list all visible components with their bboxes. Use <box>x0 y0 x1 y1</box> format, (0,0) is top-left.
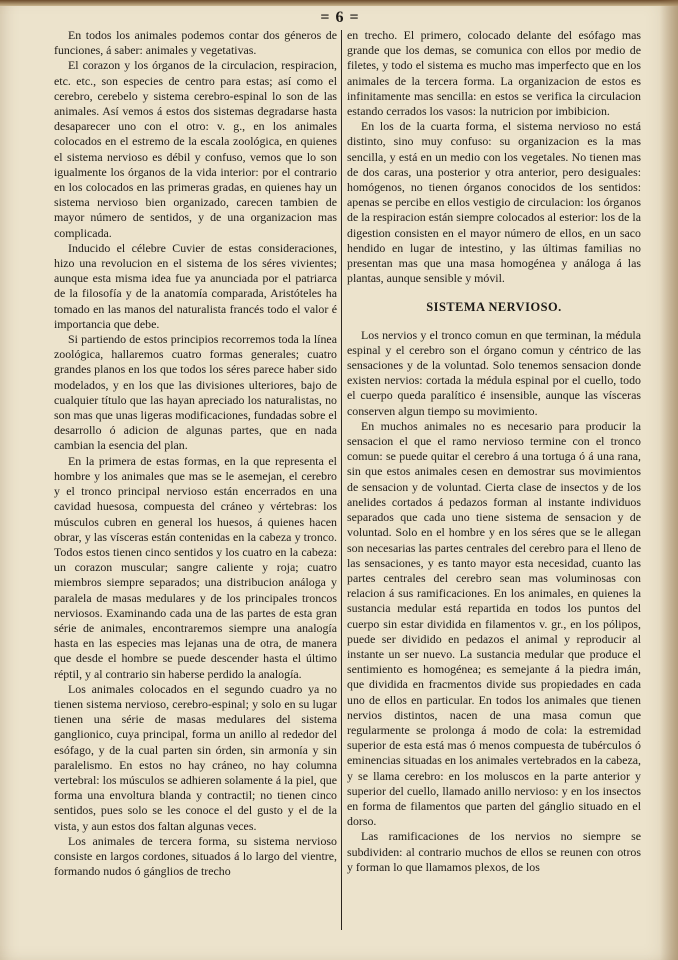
paragraph: En todos los animales podemos contar dos géneros de funciones, á saber: animales y vegetativas. <box>54 28 337 58</box>
paragraph: Si partiendo de estos principios recorremos toda la línea zoológica, hallaremos cuatro formas generales; cuatro grandes planos en los que todos los séres parece haber sido modelados, y en los que las divisiones ulteriores, bajo de cualquier título que las hayan apreciado los naturalistas, no son mas que unas ligeras modificaciones, fundadas sobre el desarrollo ó adicion de algunas partes, que en nada cambian la esencia del plan. <box>54 332 337 453</box>
page-number: = 6 = <box>320 9 360 26</box>
page-top-edge <box>0 0 678 6</box>
paragraph: En muchos animales no es necesario para producir la sensacion el que el ramo nervioso termine con el tronco comun: se puede quitar el cerebro á una tortuga ó á una rana, sin que estos animales cesen en demostrar sus movimientos de sensacion y de voluntad. Cierta clase de insectos y de los anelides cortados á pedazos forman al instante individuos separados que cada uno tiene sistema de sensacion y de voluntad. Solo en el hombre y en los séres que se le allegan son necesarias las partes centrales del cerebro para el lleno de las sensaciones, y es tanto mayor esta necesidad, cuanto las partes centrales del cerebro sean mas voluminosas con relacion á sus ramificaciones. En los animales, en quienes la sustancia medular está repartida en todos los puntos del cuerpo sin estar dividida en filamentos v. gr., en los pólipos, puede ser dividido en pedazos el animal y reproducir al instante un ser nuevo. La sustancia medular que produce el sentimiento es homogénea; es semejante á la piedra imán, que dividida en fracmentos divide sus propiedades en cada uno de ellos en particular. En todos los animales que tienen nervios distintos, nacen de una masa comun que regularmente se prolonga á modo de cola: la estremidad superior de esta está mas ó menos compuesta de tubérculos ó eminencias situadas en los animales vertebrados en la cabeza, y se llama cerebro: en los moluscos en la parte anterior y superior del cuello, llamado anillo nervioso: y en los insectos en forma de filamentos que parten del gánglio situado en el dorso. <box>347 418 641 829</box>
paragraph: En los de la cuarta forma, el sistema nervioso no está distinto, sino muy confuso: su organizacion es la mas sencilla, y está en un medio con los vegetales. No tienen mas de dos caras, una posterior y otra anterior, pero desiguales: homógenos, no tienen órganos conocidos de los sentidos: apenas se percibe en ellos vestigio de circulacion: los órganos de la respiracion están siempre colocados al esterior: los de la digestion consisten en el mayor número de ellos, en un saco hendido en lugar de intestino, y las últimas familias no presentan mas que una masa homogénea y análoga á las plantas, aunque sensible y móvil. <box>347 119 641 286</box>
paragraph: Los animales colocados en el segundo cuadro ya no tienen sistema nervioso, cerebro-espinal; y solo en su lugar tienen una série de masas medulares del sistema ganglionico, cuya principal, forma un anillo al rededor del esófago, y de la cual parten sin órden, sin armonía y sin paralelismo. En estos no hay cráneo, no hay columna vertebral: los músculos se adhieren solamente á la piel, que forma una envoltura blanda y contractil; no tienen cinco sentidos, pues solo se les conoce el del gusto y el de la vista, y aun estos dos faltan algunas veces. <box>54 681 337 833</box>
column-divider <box>341 30 342 930</box>
paragraph: En la primera de estas formas, en la que representa el hombre y los animales que mas se le asemejan, el cerebro y el tronco principal nervioso están encerrados en una cavidad huesosa, compuesta del cráneo y vértebras: los músculos cubren en general los huesos, á quienes hacen obrar, y las vísceras están contenidas en la cabeza y tronco. Todos estos tienen cinco sentidos y los cuatro en la cabeza: un corazon muscular; sangre caliente y roja; cuatro miembros siempre separados; una distribucion análoga y paralela de masas medulares y de los principales troncos nerviosos. Examinando cada una de las partes de esta gran série de animales, encontraremos siempre una analogía hasta en las especies mas lejanas una de otra, de manera que desde el hombre se puede descender hasta el último réptil, y al contrario sin haberse perdido la analogía. <box>54 453 337 681</box>
paragraph: Inducido el célebre Cuvier de estas consideraciones, hizo una revolucion en el sistema de los séres vivientes; aunque esta misma idea fue ya anunciada por el patriarca de la filosofía y de la anatomía comparada, Aristóteles ha tomado en las manos del naturalista francés todo el valor é importancia que debe. <box>54 240 337 331</box>
paragraph: Los nervios y el tronco comun en que terminan, la médula espinal y el cerebro son el órgano comun y céntrico de las sensaciones y de la voluntad. Solo tenemos sensacion donde existen nervios: cortada la médula espinal por el cuello, todo el cuerpo queda paralítico é insensible, aunque las vísceras conserven algun tiempo su movimiento. <box>347 327 641 418</box>
paragraph: El corazon y los órganos de la circulacion, respiracion, etc. etc., son especies de centro para estas; así como el cerebro, cerebelo y sistema cerebro-espinal lo son de las animales. Así vemos á estos dos sistemas degradarse hasta desaparecer uno con el otro: v. g., en los animales colocados en el estremo de la escala zoológica, en quienes el sistema nervioso es débil y confuso, vemos que lo son igualmente los órganos de la vida interior: por el contrario en los colocados en las primeras gradas, en quienes hay un sistema nervioso bien organizado, carecen tambien de mayor número de sentidos, y de una organizacion mas complicada. <box>54 58 337 240</box>
paragraph: Los animales de tercera forma, su sistema nervioso consiste en largos cordones, situados á lo largo del vientre, formando nudos ó gánglios de trecho <box>54 833 337 879</box>
paragraph: Las ramificaciones de los nervios no siempre se subdividen: al contrario muchos de ellos se reunen con otros y forman lo que llamamos plexos, de los <box>347 829 641 874</box>
section-heading: SISTEMA NERVIOSO. <box>426 300 562 315</box>
left-column <box>54 28 337 950</box>
binding-shadow <box>660 0 678 960</box>
right-column <box>347 28 641 950</box>
paragraph: en trecho. El primero, colocado delante del esófago mas grande que los demas, se comunica con ellos por medio de filetes, y todo el sistema es mucho mas imperfecto que en los animales de la tercera forma. La organizacion de estos es infinitamente mas sencilla: en estos se verifica la circulacion estando cerrados los vasos: la nutricion por imbibicion. <box>347 28 641 119</box>
